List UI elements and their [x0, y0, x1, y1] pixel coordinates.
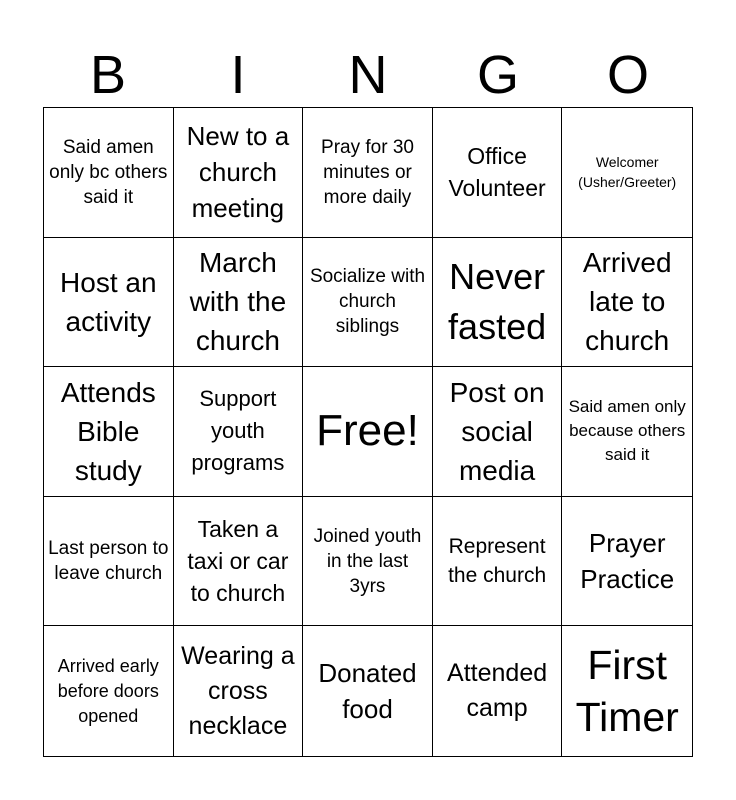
cell-text: Attends Bible study: [60, 376, 156, 486]
cell-text: First Timer: [575, 642, 679, 741]
cell-text: Prayer Practice: [580, 528, 675, 595]
cell-text: March with the church: [189, 247, 287, 357]
cell-text: Arrived late to church: [582, 247, 672, 357]
cell-text: Attended camp: [447, 659, 548, 723]
bingo-cell[interactable]: [303, 497, 433, 627]
cell-text: Said amen only because others said it: [568, 397, 686, 465]
bingo-cell[interactable]: [44, 238, 174, 368]
cell-text: Wearing a cross necklace: [181, 641, 295, 740]
bingo-cell[interactable]: [174, 238, 304, 368]
cell-text: Post on social media: [449, 376, 545, 486]
bingo-cell[interactable]: [562, 238, 692, 368]
cell-text: Donated food: [318, 658, 417, 725]
cell-text: Support youth programs: [191, 386, 285, 476]
header-letter-o: O: [606, 45, 649, 105]
cell-text: Taken a taxi or car to church: [187, 516, 289, 607]
bingo-cell[interactable]: [44, 497, 174, 627]
cell-text: Welcomer (Usher/Greeter): [578, 154, 677, 191]
bingo-cell[interactable]: [433, 367, 563, 497]
cell-text: Arrived early before doors opened: [57, 655, 159, 726]
bingo-cell[interactable]: [303, 238, 433, 368]
bingo-cell[interactable]: [562, 108, 692, 238]
bingo-cell[interactable]: [433, 108, 563, 238]
cell-text: Never fasted: [448, 255, 547, 347]
header-letter-g: G: [476, 45, 519, 105]
cell-text: Office Volunteer: [448, 143, 546, 202]
bingo-cell[interactable]: [174, 367, 304, 497]
bingo-cell[interactable]: [433, 497, 563, 627]
bingo-cell[interactable]: [562, 367, 692, 497]
bingo-cell[interactable]: [562, 497, 692, 627]
bingo-header: [43, 44, 693, 106]
header-letter-b: B: [89, 45, 127, 105]
bingo-cell[interactable]: [174, 626, 304, 756]
header-letter-n: N: [348, 45, 388, 105]
cell-text: Host an activity: [60, 266, 157, 337]
cell-text: Last person to leave church: [48, 538, 169, 585]
cell-text: Joined youth in the last 3yrs: [313, 525, 422, 597]
cell-text: Said amen only bc others said it: [49, 136, 168, 208]
bingo-cell[interactable]: [303, 626, 433, 756]
cell-text: Free!: [316, 406, 419, 456]
bingo-card-grid: [43, 107, 693, 757]
bingo-cell[interactable]: [303, 367, 433, 497]
bingo-cell[interactable]: [562, 626, 692, 756]
bingo-cell[interactable]: [433, 626, 563, 756]
bingo-cell[interactable]: [433, 238, 563, 368]
cell-text: Socialize with church siblings: [309, 266, 426, 338]
cell-text: Represent the church: [448, 535, 547, 588]
bingo-cell[interactable]: [174, 497, 304, 627]
header-letter-i: I: [230, 45, 246, 105]
bingo-cell[interactable]: [44, 367, 174, 497]
cell-text: Pray for 30 minutes or more daily: [321, 136, 414, 208]
bingo-cell[interactable]: [303, 108, 433, 238]
bingo-cell[interactable]: [174, 108, 304, 238]
bingo-cell[interactable]: [44, 108, 174, 238]
bingo-cell[interactable]: [44, 626, 174, 756]
cell-text: New to a church meeting: [186, 121, 290, 224]
